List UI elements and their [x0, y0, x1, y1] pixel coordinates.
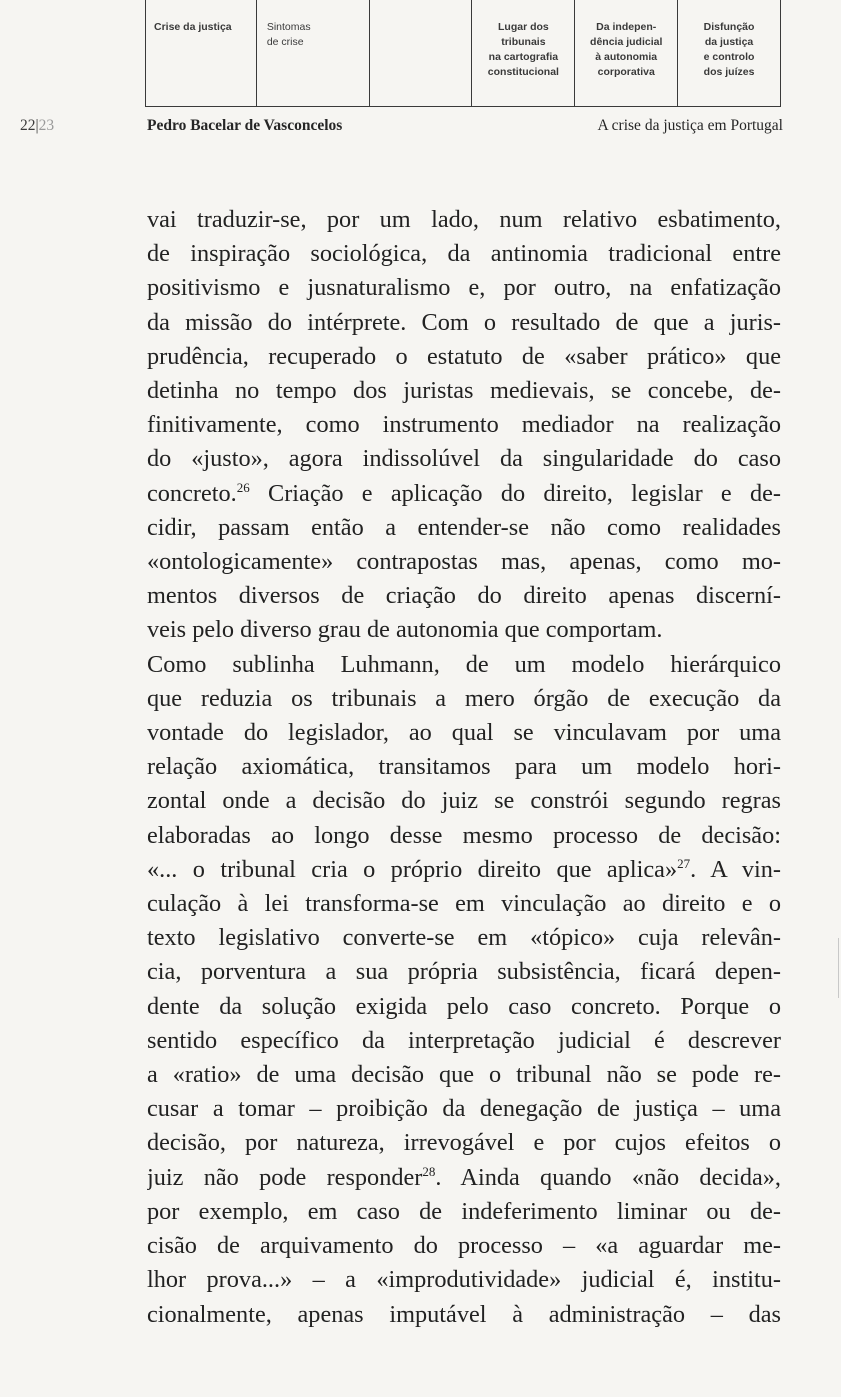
text-line: finitivamente, como instrumento mediador na realização: [147, 411, 781, 439]
section-tabs: [145, 0, 781, 107]
section-tab-1[interactable]: Crise da justiça: [145, 0, 256, 106]
text-line: dente da solução exigida pelo caso concreto. Porque o: [147, 992, 781, 1020]
text-line: elaboradas ao longo desse mesmo processo de decisão:: [147, 821, 781, 849]
text-line: veis pelo diverso grau de autonomia que comportam.: [147, 616, 663, 644]
text-line: Como sublinha Luhmann, de um modelo hierárquico: [147, 650, 781, 678]
text-line: cidir, passam então a entender-se não como realidades: [147, 513, 781, 541]
page-number: 22|23: [20, 117, 55, 134]
text-line: da missão do intérprete. Com o resultado de que a juris-: [147, 308, 781, 336]
text-line: zontal onde a decisão do juiz se constrói segundo regras: [147, 787, 781, 815]
running-header: [0, 117, 841, 139]
section-tab-2[interactable]: Sintomas de crise: [256, 0, 369, 106]
text-line: mentos diversos de criação do direito apenas discerní-: [147, 582, 781, 610]
text-line: cisão de arquivamento do processo – «a aguardar me-: [147, 1232, 781, 1260]
text-line: que reduzia os tribunais a mero órgão de execução da: [147, 684, 781, 712]
book-title: A crise da justiça em Portugal: [597, 117, 783, 134]
text-line: concreto.$^{26}$ Criação e aplicação do direito, legislar e de-: [147, 479, 781, 507]
author-name: Pedro Bacelar de Vasconcelos: [147, 117, 343, 134]
margin-mark: [838, 938, 839, 998]
text-line: vontade do legislador, ao qual se vinculavam por uma: [147, 719, 781, 747]
text-line: culação à lei transforma-se em vinculação ao direito e o: [147, 890, 781, 918]
section-tab-6[interactable]: Disfunção da justiça e controlo dos juízes: [677, 0, 781, 106]
section-tab-3[interactable]: [369, 0, 472, 106]
footnote-ref[interactable]: 27: [677, 855, 691, 871]
text-line: «... o tribunal cria o próprio direito que aplica»$^{27}$. A vin-: [147, 855, 781, 883]
text-line: relação axiomática, transitamos para um modelo hori-: [147, 753, 781, 781]
text-line: prudência, recuperado o estatuto de «saber prático» que: [147, 342, 781, 370]
footnote-ref[interactable]: 26: [236, 479, 250, 495]
section-tab-4[interactable]: Lugar dos tribunais na cartografia constitucional: [471, 0, 574, 106]
text-line: lhor prova...» – a «improdutividade» judicial é, institu-: [147, 1266, 781, 1294]
text-line: de inspiração sociológica, da antinomia tradicional entre: [147, 240, 781, 268]
text-line: decisão, por natureza, irrevogável e por cujos efeitos o: [147, 1129, 781, 1157]
text-line: cusar a tomar – proibição da denegação de justiça – uma: [147, 1095, 781, 1123]
section-tab-5[interactable]: Da indepen- dência judicial à autonomia corporativa: [574, 0, 677, 106]
footnote-ref[interactable]: 28: [422, 1163, 436, 1179]
text-line: por exemplo, em caso de indeferimento liminar ou de-: [147, 1197, 781, 1225]
text-line: positivismo e jusnaturalismo e, por outro, na enfatização: [147, 274, 781, 302]
text-line: a «ratio» de uma decisão que o tribunal não se pode re-: [147, 1061, 781, 1089]
body-text: [147, 203, 781, 1332]
text-line: cia, porventura a sua própria subsistência, ficará depen-: [147, 958, 781, 986]
text-line: juiz não pode responder$^{28}$. Ainda quando «não decida»,: [147, 1163, 781, 1191]
text-line: do «justo», agora indissolúvel da singularidade do caso: [147, 445, 781, 473]
text-line: cionalmente, apenas imputável à administração – das: [147, 1300, 781, 1328]
text-line: detinha no tempo dos juristas medievais, se concebe, de-: [147, 377, 781, 405]
text-line: sentido específico da interpretação judicial é descrever: [147, 1026, 781, 1054]
text-line: texto legislativo converte-se em «tópico» cuja relevân-: [147, 924, 781, 952]
text-line: «ontologicamente» contrapostas mas, apenas, como mo-: [147, 548, 781, 576]
text-line: vai traduzir-se, por um lado, num relativo esbatimento,: [147, 206, 781, 233]
